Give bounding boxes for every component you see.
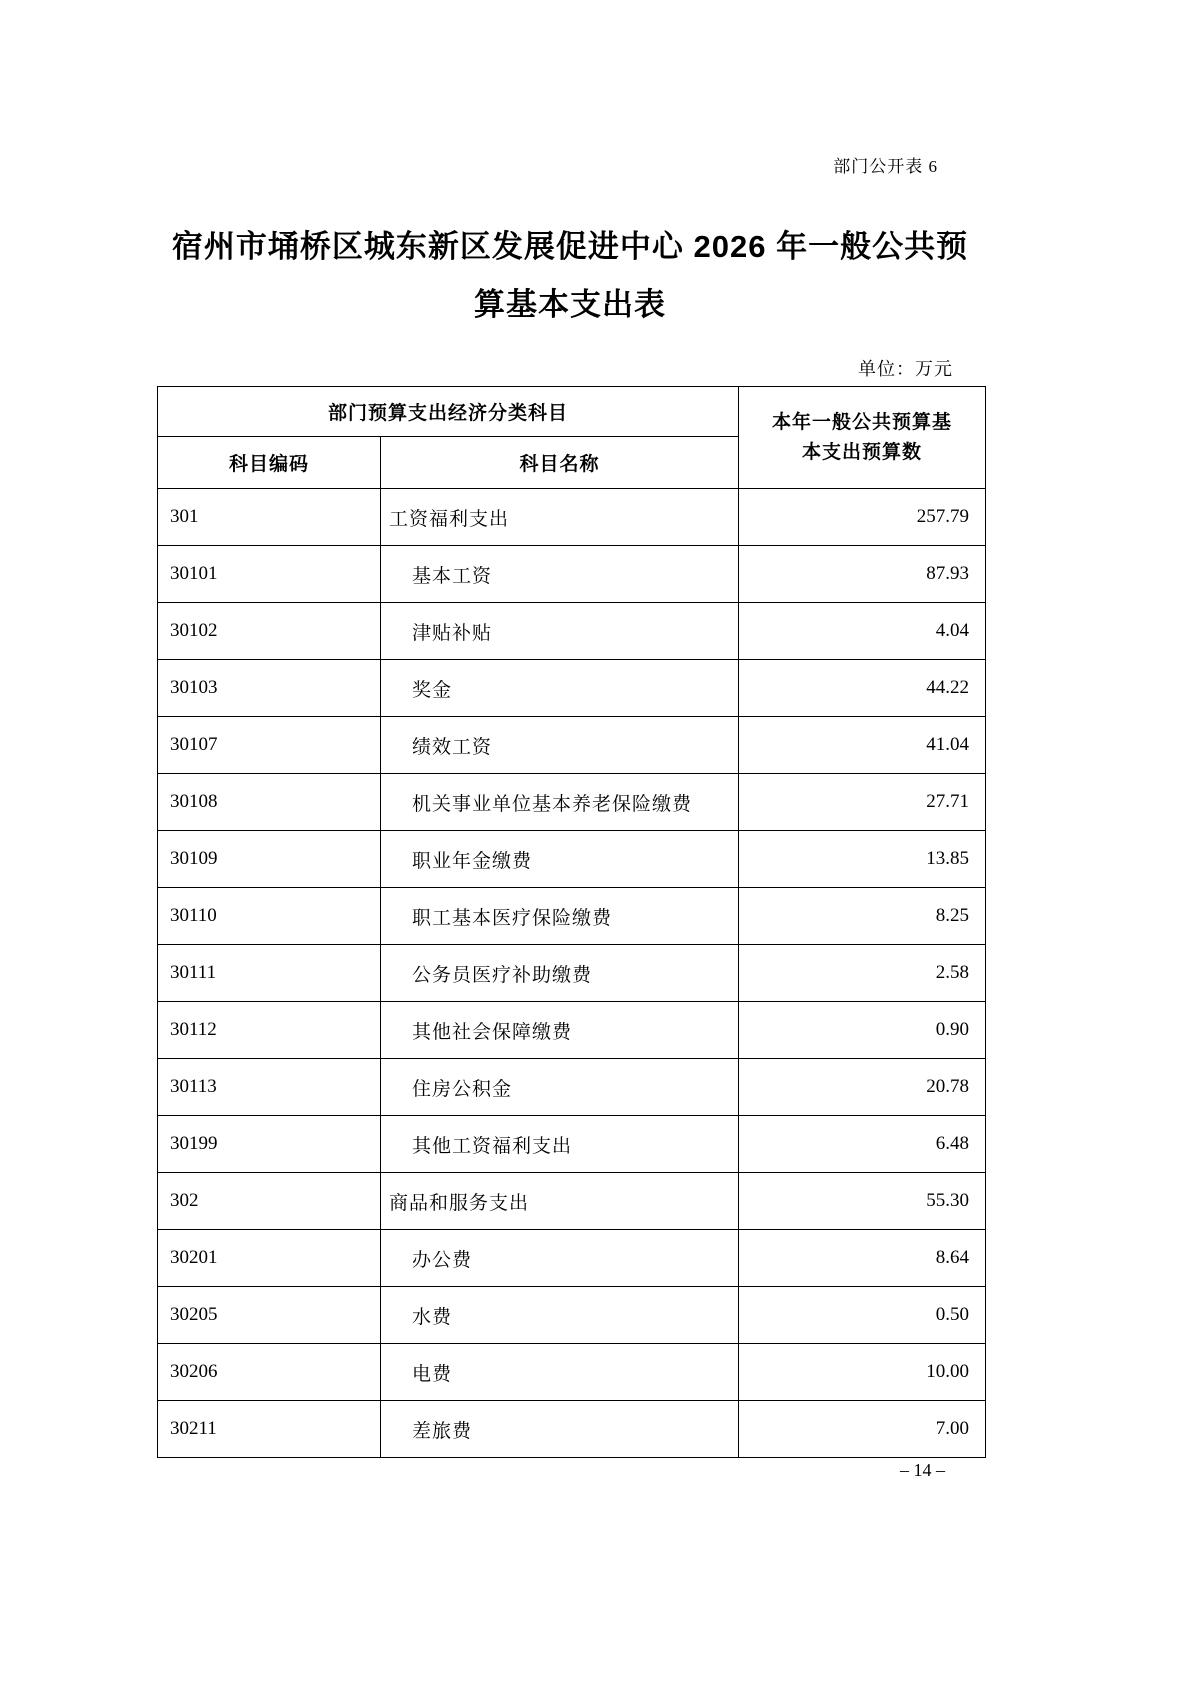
row-name: 机关事业单位基本养老保险缴费: [381, 774, 739, 831]
row-value: 7.00: [739, 1401, 986, 1458]
table-row: [158, 1344, 986, 1401]
row-name: 工资福利支出: [381, 489, 739, 546]
corner-table-label: 部门公开表 6: [833, 157, 938, 176]
row-name: 商品和服务支出: [381, 1173, 739, 1230]
row-name: 水费: [381, 1287, 739, 1344]
row-value: 10.00: [739, 1344, 986, 1401]
table-row: [158, 1059, 986, 1116]
row-value: 55.30: [739, 1173, 986, 1230]
row-name: 基本工资: [381, 546, 739, 603]
row-code: 30111: [158, 945, 381, 1002]
row-value: 0.50: [739, 1287, 986, 1344]
row-code: 30211: [158, 1401, 381, 1458]
table-row: [158, 717, 986, 774]
table-row: [158, 1002, 986, 1059]
row-name: 公务员医疗补助缴费: [381, 945, 739, 1002]
row-code: 301: [158, 489, 381, 546]
unit-label: 单位：万元: [858, 359, 953, 379]
row-name: 住房公积金: [381, 1059, 739, 1116]
table-row: [158, 831, 986, 888]
row-value: 0.90: [739, 1002, 986, 1059]
row-code: 30108: [158, 774, 381, 831]
row-name: 办公费: [381, 1230, 739, 1287]
row-code: 30109: [158, 831, 381, 888]
table-body: [158, 489, 986, 1458]
table-row: [158, 1287, 986, 1344]
row-value: 8.25: [739, 888, 986, 945]
row-value: 13.85: [739, 831, 986, 888]
table-row: [158, 603, 986, 660]
row-name: 津贴补贴: [381, 603, 739, 660]
row-code: 30206: [158, 1344, 381, 1401]
row-code: 30113: [158, 1059, 381, 1116]
row-value: 44.22: [739, 660, 986, 717]
row-code: 30110: [158, 888, 381, 945]
header-row-group: [158, 387, 986, 437]
page-title: [110, 218, 1030, 334]
row-code: 302: [158, 1173, 381, 1230]
row-name: 绩效工资: [381, 717, 739, 774]
row-code: 30112: [158, 1002, 381, 1059]
header-budget-amount: 本年一般公共预算基本支出预算数: [739, 387, 986, 489]
row-value: 41.04: [739, 717, 986, 774]
row-value: 6.48: [739, 1116, 986, 1173]
table-row: [158, 546, 986, 603]
row-name: 职工基本医疗保险缴费: [381, 888, 739, 945]
row-code: 30199: [158, 1116, 381, 1173]
row-value: 27.71: [739, 774, 986, 831]
row-value: 87.93: [739, 546, 986, 603]
row-code: 30205: [158, 1287, 381, 1344]
table-row: [158, 1230, 986, 1287]
page-number: – 14 –: [900, 1460, 945, 1480]
row-name: 职业年金缴费: [381, 831, 739, 888]
row-value: 257.79: [739, 489, 986, 546]
row-name: 其他工资福利支出: [381, 1116, 739, 1173]
page-title-line1: 宿州市埇桥区城东新区发展促进中心 2026 年一般公共预: [171, 229, 969, 264]
table-header: [158, 387, 986, 489]
table-row: [158, 888, 986, 945]
budget-table: [157, 386, 986, 1458]
row-code: 30201: [158, 1230, 381, 1287]
page-title-line2: 算基本支出表: [474, 287, 666, 322]
table-row: [158, 1116, 986, 1173]
row-value: 4.04: [739, 603, 986, 660]
row-value: 20.78: [739, 1059, 986, 1116]
table-row: [158, 1173, 986, 1230]
row-name: 奖金: [381, 660, 739, 717]
row-name: 差旅费: [381, 1401, 739, 1458]
table-row: [158, 774, 986, 831]
table-row: [158, 945, 986, 1002]
row-code: 30102: [158, 603, 381, 660]
row-name: 电费: [381, 1344, 739, 1401]
header-classification: 部门预算支出经济分类科目: [158, 387, 739, 437]
header-subject-code: 科目编码: [158, 437, 381, 489]
row-value: 2.58: [739, 945, 986, 1002]
row-code: 30103: [158, 660, 381, 717]
table-row: [158, 1401, 986, 1458]
row-value: 8.64: [739, 1230, 986, 1287]
table-row: [158, 660, 986, 717]
table-row: [158, 489, 986, 546]
row-code: 30107: [158, 717, 381, 774]
row-code: 30101: [158, 546, 381, 603]
row-name: 其他社会保障缴费: [381, 1002, 739, 1059]
header-subject-name: 科目名称: [381, 437, 739, 489]
